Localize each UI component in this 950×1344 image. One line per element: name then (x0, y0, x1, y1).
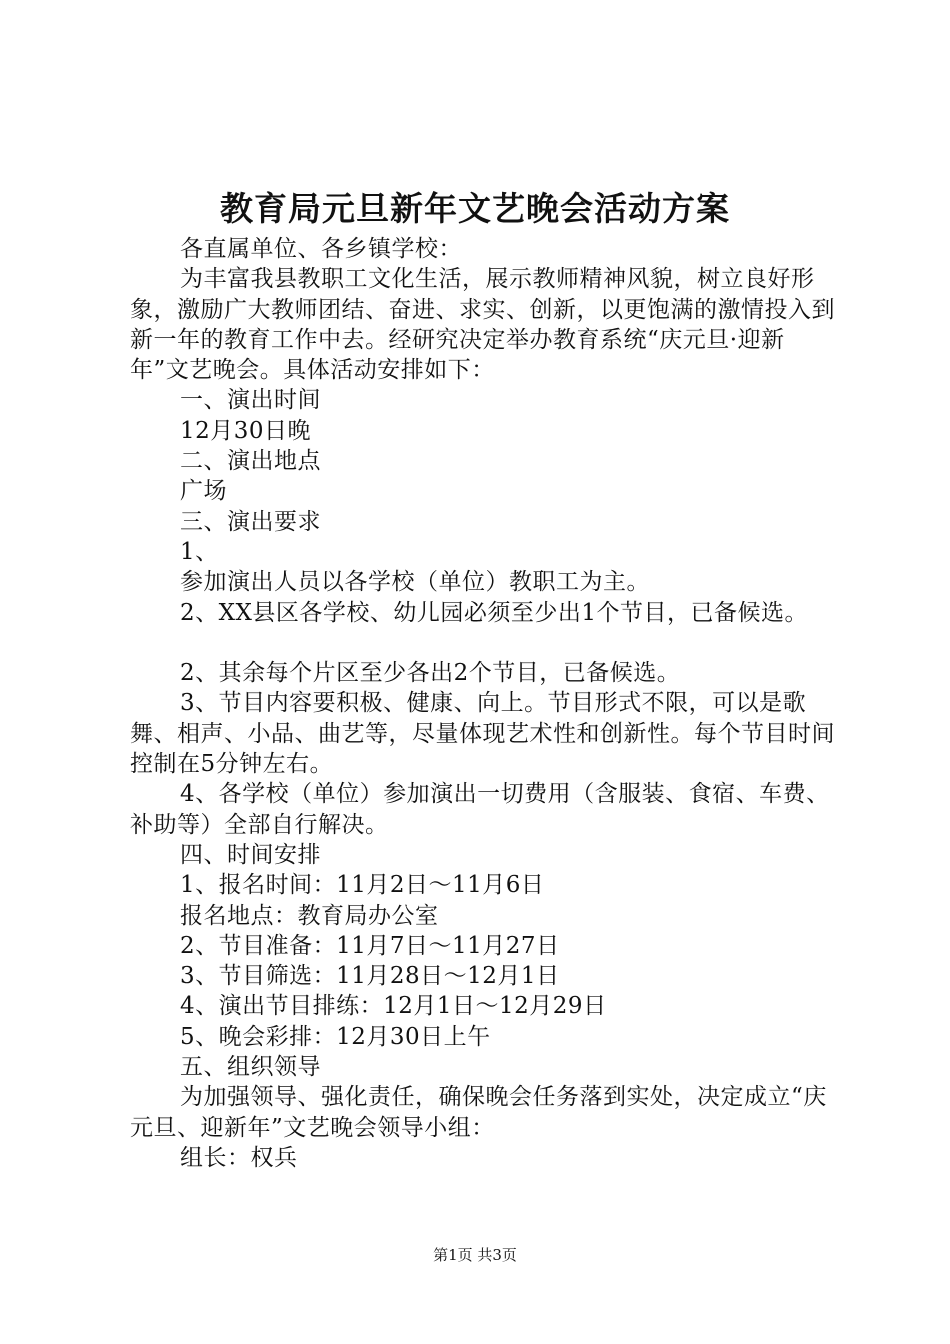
section-heading-schedule: 四、时间安排 (180, 841, 321, 868)
section-heading-requirements: 三、演出要求 (180, 508, 321, 535)
schedule-screening: 3、节目筛选：11月28日～12月1日 (180, 963, 560, 990)
performance-venue: 广场 (180, 478, 227, 505)
performance-time: 12月30日晚 (180, 417, 312, 444)
schedule-registration: 1、报名时间：11月2日～11月6日 (180, 872, 545, 899)
section-heading-leadership: 五、组织领导 (180, 1054, 321, 1081)
blank-line (130, 628, 840, 658)
requirement-number-1: 1、 (180, 538, 219, 565)
document-body (130, 234, 840, 1173)
requirement-2a: 2、XX县区各学校、幼儿园必须至少出1个节目，已备候选。 (180, 599, 809, 626)
requirement-2b: 2、其余每个片区至少各出2个节目，已备候选。 (180, 660, 681, 687)
page-footer: 第1页 共3页 (433, 1246, 517, 1264)
requirement-1: 参加演出人员以各学校（单位）教职工为主。 (180, 569, 650, 596)
intro-paragraph: 为丰富我县教职工文化生活，展示教师精神风貌，树立良好形象，激励广大教师团结、奋进、求实、创新，以更饱满的激情投入到新一年的教育工作中去。经研究决定举办教育系统“庆元旦·迎新年”文艺晚会。具体活动安排如下： (130, 266, 835, 384)
section-heading-venue: 二、演出地点 (180, 448, 321, 475)
requirement-4: 4、各学校（单位）参加演出一切费用（含服装、食宿、车费、补助等）全部自行解决。 (130, 781, 830, 838)
schedule-dress-rehearsal: 5、晚会彩排：12月30日上午 (180, 1023, 491, 1050)
section-heading-time: 一、演出时间 (180, 387, 321, 414)
schedule-preparation: 2、节目准备：11月7日～11月27日 (180, 932, 560, 959)
schedule-registration-place: 报名地点：教育局办公室 (180, 902, 439, 929)
salutation: 各直属单位、各乡镇学校： (180, 236, 462, 262)
schedule-rehearsal: 4、演出节目排练：12月1日～12月29日 (180, 993, 607, 1020)
group-leader: 组长：权兵 (180, 1144, 298, 1171)
requirement-3: 3、节目内容要积极、健康、向上。节目形式不限，可以是歌舞、相声、小品、曲艺等，尽量体现艺术性和创新性。每个节目时间控制在5分钟左右。 (130, 690, 835, 778)
leadership-paragraph: 为加强领导、强化责任，确保晚会任务落到实处，决定成立“庆元旦、迎新年”文艺晚会领导小组： (130, 1084, 827, 1141)
document-title: 教育局元旦新年文艺晚会活动方案 (220, 189, 730, 228)
